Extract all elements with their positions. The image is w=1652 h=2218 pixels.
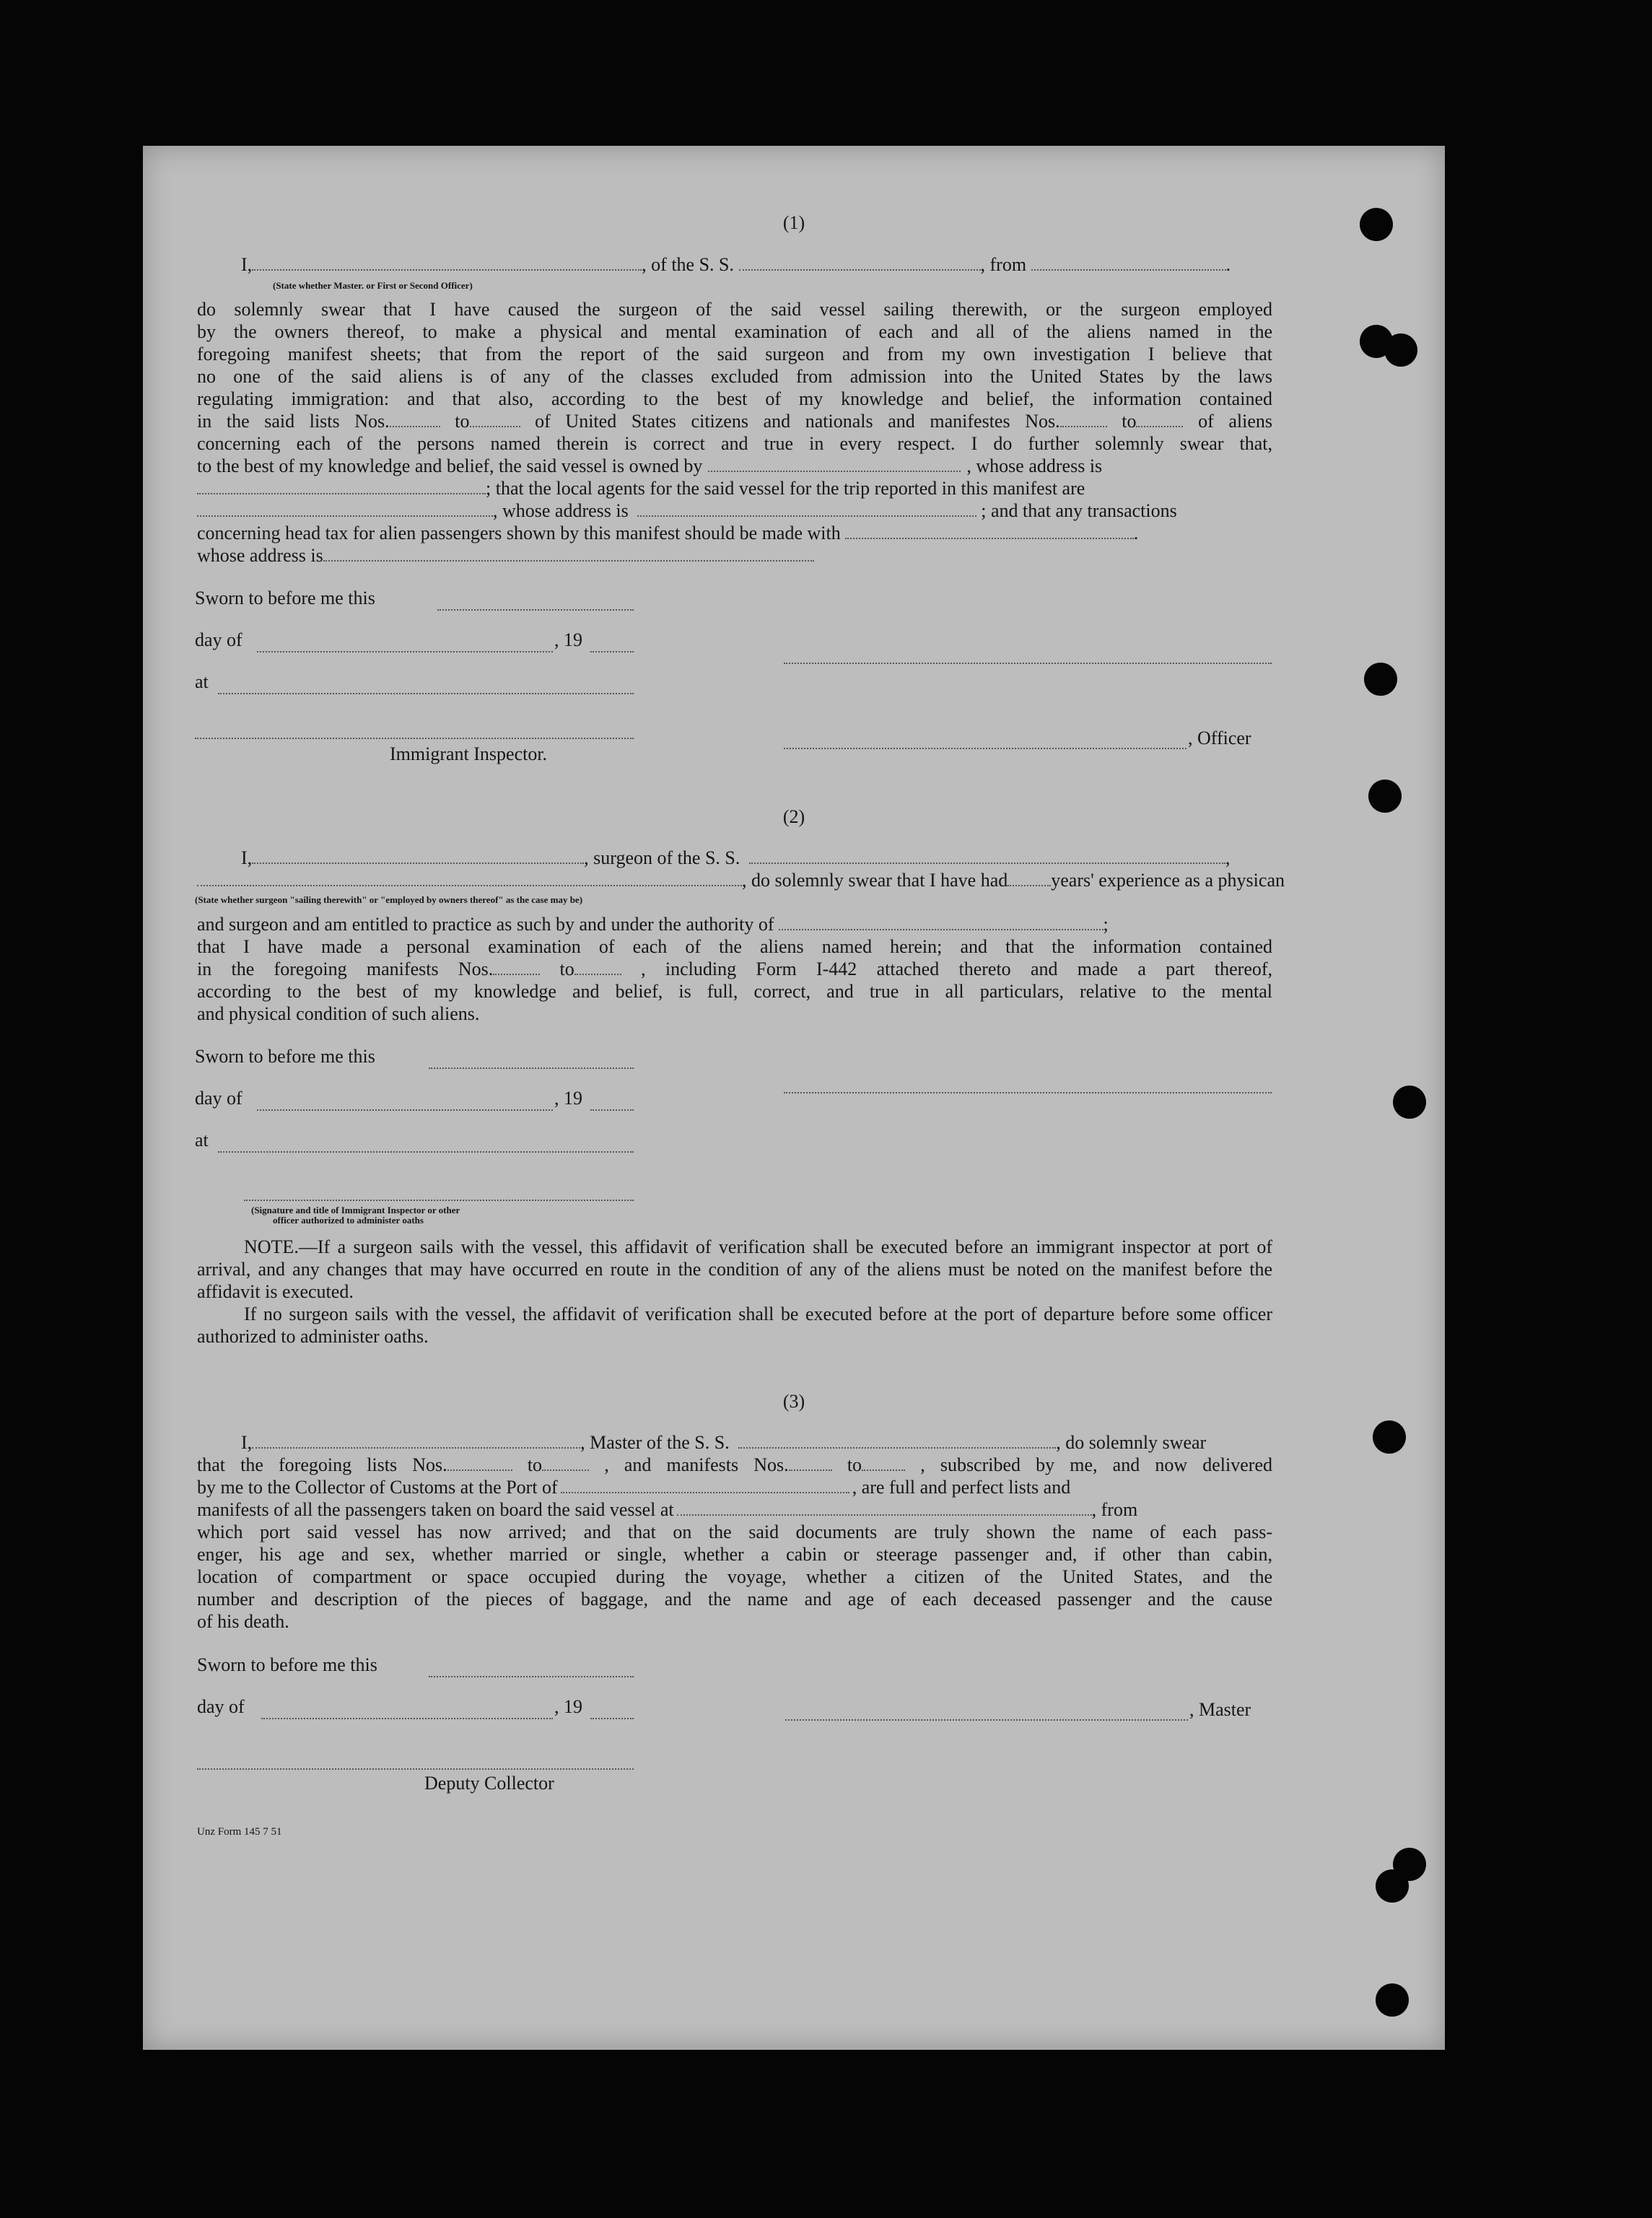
s1-line-6: regulating immigration: and that also, according to the best of my knowledge and belief, the information contained xyxy=(197,388,1272,409)
s2-line-6: according to the best of my knowledge and belief, is full, correct, and true in all particulars, relative to the mental xyxy=(197,981,1272,1002)
s1-year-label: , 19 xyxy=(554,629,582,650)
s1-sworn-label: Sworn to before me this xyxy=(195,588,375,608)
section-1-number: (1) xyxy=(782,212,805,233)
s1-line-5: no one of the said aliens is of any of the classes excluded from admission into the United States by the laws xyxy=(197,366,1272,387)
s1-dayof-field xyxy=(257,650,553,652)
s2-note-paragraph-1: NOTE.—If a surgeon sails with the vessel, this affidavit of verification shall be executed before an immigrant inspector at port of arrival, and any changes that may have occurred en route in the condition of any of the aliens must be noted on the manifest before the affidavit is executed. xyxy=(197,1236,1272,1302)
s1-year-field xyxy=(590,650,634,652)
s2-inspector-sig-line xyxy=(244,1198,634,1201)
s2-sworn-label: Sworn to before me this xyxy=(195,1046,375,1067)
s3-line-2: that the foregoing lists Nos. to , and manifests Nos. to , subscribed by me, and now delivered xyxy=(197,1454,1272,1475)
s3-dayof-field xyxy=(261,1716,553,1719)
s1-sworn-field xyxy=(437,608,634,611)
s1-line-7: in the said lists Nos. to of United States citizens and nationals and manifestes Nos. to of aliens xyxy=(197,411,1273,432)
s3-dayof-label: day of xyxy=(197,1696,245,1717)
s2-line-7: and physical condition of such aliens. xyxy=(197,1003,480,1024)
s2-dayof-label: day of xyxy=(195,1088,242,1109)
s3-line-1: I, , Master of the S. S. , do solemnly swear xyxy=(241,1432,1207,1453)
s1-officer-label: , Officer xyxy=(1188,728,1251,748)
s2-line-1: I, , surgeon of the S. S. , xyxy=(241,847,1231,868)
form-identifier: Unz Form 145 7 51 xyxy=(197,1826,282,1838)
s2-sig-note-1: (Signature and title of Immigrant Inspector or other xyxy=(251,1205,460,1215)
s1-line-1: I, , of the S. S. , from . xyxy=(241,254,1231,275)
s2-sig-note-2: officer authorized to administer oaths xyxy=(273,1215,424,1226)
s3-line-3: by me to the Collector of Customs at the Port of , are full and perfect lists and xyxy=(197,1477,1071,1498)
s2-note-block xyxy=(197,1236,1272,1348)
s3-year-field xyxy=(590,1716,634,1719)
s2-at-label: at xyxy=(195,1130,209,1151)
s1-at-field xyxy=(218,691,634,694)
s1-line-4: foregoing manifest sheets; that from the report of the said surgeon and from my own investigation I believe that xyxy=(197,344,1272,364)
s2-line-5: in the foregoing manifests Nos. to , including Form I-442 attached thereto and made a part thereof, xyxy=(197,959,1273,979)
punch-hole xyxy=(1384,333,1417,367)
punch-hole xyxy=(1376,1983,1409,2017)
s2-year-label: , 19 xyxy=(554,1088,582,1109)
s2-line-3: and surgeon and am entitled to practice as such by and under the authority of ; xyxy=(197,914,1109,935)
s3-master-label: , Master xyxy=(1189,1699,1251,1720)
s1-line-2: do solemnly swear that I have caused the surgeon of the said vessel sailing therewith, or the surgeon employed xyxy=(197,299,1272,320)
punch-hole xyxy=(1373,1420,1406,1454)
punch-hole xyxy=(1360,208,1393,241)
punch-hole xyxy=(1376,1869,1409,1903)
s1-at-label: at xyxy=(195,671,209,692)
s1-dayof-label: day of xyxy=(195,629,242,650)
s1-officer-sig-line xyxy=(784,746,1186,749)
s3-line-5: which port said vessel has now arrived; and that on the said documents are truly shown the name of each pass- xyxy=(197,1521,1272,1542)
s1-officer-note: (State whether Master. or First or Second Officer) xyxy=(273,280,473,291)
s2-surgeon-note: (State whether surgeon "sailing therewith" or "employed by owners thereof" as the case may be) xyxy=(195,894,583,905)
s3-line-4: manifests of all the passengers taken on board the said vessel at , from xyxy=(197,1499,1138,1520)
s3-sworn-field xyxy=(429,1675,634,1677)
s1-line-8: concerning each of the persons named therein is correct and true in every respect. I do further solemnly swear that, xyxy=(197,433,1272,454)
s3-line-8: number and description of the pieces of baggage, and the name and age of each deceased passenger and the cause xyxy=(197,1589,1272,1610)
s1-line-9: to the best of my knowledge and belief, the said vessel is owned by , whose address is xyxy=(197,455,1103,476)
s2-year-field xyxy=(590,1108,634,1111)
punch-hole xyxy=(1393,1086,1426,1119)
s2-sworn-field xyxy=(429,1066,634,1069)
s1-line-12: concerning head tax for alien passengers shown by this manifest should be made with . xyxy=(197,523,1139,543)
s1-line-10: ; that the local agents for the said vessel for the trip reported in this manifest are xyxy=(197,478,1272,499)
s1-inspector-sig-line xyxy=(195,736,634,739)
s1-inspector-label: Immigrant Inspector. xyxy=(390,743,548,764)
s3-sworn-label: Sworn to before me this xyxy=(197,1654,377,1675)
manifest-affidavit-page xyxy=(143,146,1445,2050)
s1-line-11: , whose address is ; and that any transactions xyxy=(197,500,1272,522)
s2-signature-line xyxy=(784,1091,1272,1093)
s3-deputy-label: Deputy Collector xyxy=(424,1773,554,1794)
s2-dayof-field xyxy=(257,1108,553,1111)
s3-year-label: , 19 xyxy=(554,1696,582,1717)
s3-master-sig-line xyxy=(785,1718,1188,1721)
s2-at-field xyxy=(218,1150,634,1153)
s3-line-7: location of compartment or space occupied during the voyage, whether a citizen of the United States, and the xyxy=(197,1566,1272,1587)
s1-line-3: by the owners thereof, to make a physical and mental examination of each and all of the aliens named in the xyxy=(197,321,1272,342)
s2-line-2: , do solemnly swear that I have had years' experience as a physican xyxy=(197,870,1272,891)
s2-note-paragraph-2: If no surgeon sails with the vessel, the affidavit of verification shall be executed before at the port of departure before some officer authorized to administer oaths. xyxy=(197,1304,1272,1347)
s1-signature-line xyxy=(784,661,1272,664)
section-3-number: (3) xyxy=(782,1391,805,1412)
punch-hole xyxy=(1364,663,1397,696)
punch-hole xyxy=(1368,780,1402,813)
s2-line-4: that I have made a personal examination of each of the aliens named herein; and that the information contained xyxy=(197,936,1272,957)
s3-line-6: enger, his age and sex, whether married or single, whether a cabin or steerage passenger and, if other than cabin, xyxy=(197,1544,1272,1565)
section-2-number: (2) xyxy=(782,806,805,827)
s3-line-9: of his death. xyxy=(197,1611,289,1632)
s3-deputy-sig-line xyxy=(197,1767,634,1770)
s1-line-13: whose address is xyxy=(197,545,1272,567)
